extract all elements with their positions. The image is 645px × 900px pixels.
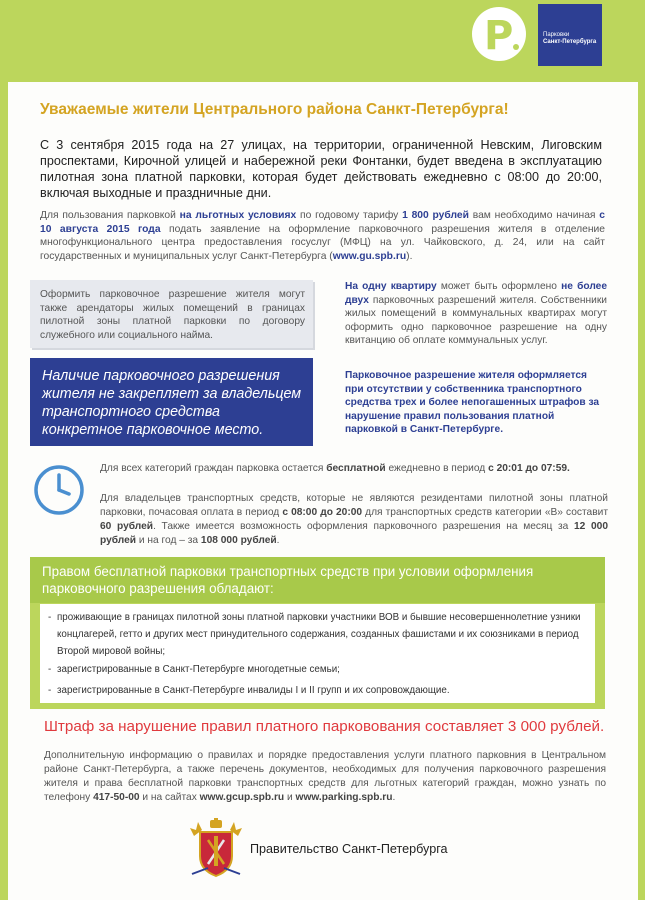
free-text-2: ежедневно в период [385,463,489,474]
parking-p-icon [482,11,522,57]
free-parking-heading-text: Правом бесплатной парковки транспортных средств при условии оформления парковочного разрешения обладают: [42,564,534,596]
parking-spb-link[interactable]: www.parking.spb.ru [295,792,393,803]
list-item-text: зарегистрированные в Санкт-Петербурге многодетные семьи; [57,664,340,675]
highlight-box [30,358,313,446]
page-title: Уважаемые жители Центрального района Санкт-Петербурга! [40,101,509,118]
benefit-text-5: ). [406,250,413,262]
tenants-box [30,280,313,348]
per-apartment-text-2: парковочных разрешений жителя. Собственники жилых помещений в коммунальных квартирах могут оформить одно парковочное разрешение на одну квитанцию об оплате коммунальных услуг. [345,294,607,346]
logo-line1: Парковки [543,32,570,38]
logo-line2: Санкт-Петербурга [543,39,597,45]
benefit-text-2: по годовому тарифу [296,210,403,221]
free-text-1: Для всех категорий граждан парковка остается [100,463,327,474]
logo-box [538,4,602,66]
list-item-text: зарегистрированные в Санкт-Петербурге инвалиды I и II групп и их сопровождающие. [57,685,450,696]
more-info-paragraph [44,749,606,805]
tenants-text: Оформить парковочное разрешение жителя могут также арендаторы жилых помещений в границах пилотной зоны платной парковки по договору служебного или социального найма. [40,289,305,341]
paid-text-5: . [276,535,280,546]
per-apartment-bold-1: На одну квартиру [345,281,437,292]
highlight-text: Наличие парковочного разрешения жителя не закрепляет за владельцем транспортного средства конкретное парковочное место. [42,368,302,438]
list-item [48,682,593,699]
condition-paragraph: Парковочное разрешение жителя оформляется при отсутствии у собственника транспортного средства трех и более непогашенных штрафов за нарушение правил пользования платной парковкой в Санкт-Петербурге. [345,370,600,435]
list-item [48,661,593,678]
free-bold-1: бесплатной [326,463,386,474]
benefit-bold-3: с 10 августа 2015 года [40,210,605,235]
paid-text-1: Для владельцев транспортных средств, которые не являются резидентами пилотной зоны платной парковки, почасовая оплата в период [100,493,608,518]
paid-text-3: . Также имеется возможность оформления парковочного разрешения на месяц за [153,521,574,532]
benefit-text-1: Для пользования парковкой [40,210,180,221]
benefit-bold-1: на льготных условиях [179,210,297,221]
benefit-text-4: подать заявление на оформление парковочного разрешения жителя в отделение многофункционального центра предоставления госуслуг (МФЦ) на ул. Чайковского, д. 24, или на сайт государственных и муниципальных услуг Санкт-Петербурга ( [40,223,605,262]
per-apartment-bold-2: не более двух [345,281,607,306]
free-bold-2: с 20:01 до 07:59. [488,463,570,474]
list-item [48,609,593,660]
gcup-link[interactable]: www.gcup.spb.ru [199,792,285,803]
fine-heading: Штраф за нарушение правил платного парковования составляет 3 000 рублей. [44,718,605,735]
benefit-bold-2: 1 800 рублей [402,210,469,221]
logo-letter: P [484,13,514,57]
coat-of-arms-icon [188,818,244,880]
benefit-paragraph [40,209,605,263]
phone-number[interactable]: 417-50-00 [93,792,140,803]
list-dash: - [48,664,52,675]
per-apartment-paragraph [345,280,607,348]
info-text-3: и [284,792,296,803]
right-border [638,0,645,900]
info-text-2: и на сайтах [139,792,200,803]
free-parking-heading [30,557,605,603]
gu-spb-link[interactable]: www.gu.spb.ru [332,250,407,262]
paid-bold-2: 60 рублей [100,521,154,532]
paid-text-2: для транспортных средств категории «В» составит [362,507,608,518]
government-label: Правительство Санкт-Петербурга [250,842,448,856]
clock-icon [33,464,85,516]
info-text-4: . [392,792,396,803]
intro-paragraph: С 3 сентября 2015 года на 27 улицах, на территории, ограниченной Невским, Лиговским проспектами, Кирочной улицей и набережной реки Фонтанки, будет введена в эксплуатацию пилотная зона платной парковки, которая будет действовать ежедневно с 08:00 до 20:00, включая выходные и праздничные дни. [40,138,602,200]
paid-bold-4: 108 000 рублей [200,535,277,546]
benefit-text-3: вам необходимо начиная [468,210,600,221]
list-dash: - [48,612,52,623]
paid-paragraph [100,492,608,548]
per-apartment-text-1: может быть оформлено [436,281,562,292]
free-parking-list [40,604,595,703]
free-period-line [100,463,610,474]
info-text-1: Дополнительную информацию о правилах и порядке предоставления услуги платного парковния в Центральном районе Санкт-Петербурга, а также перечень документов, необходимых для получения парковочного разрешения жителя и права бесплатной парковки транспортных средств для льготных категорий граждан, можно узнать по телефону [44,750,606,803]
paid-text-4: и на год – за [136,535,201,546]
left-border [0,0,8,900]
list-dash: - [48,685,52,696]
paid-bold-3: 12 000 рублей [100,521,608,546]
paid-bold-1: с 08:00 до 20:00 [282,507,363,518]
list-item-text: проживающие в границах пилотной зоны платной парковки участники ВОВ и бывшие несовершеннолетние узники концлагерей, гетто и других мест принудительного содержания, созданных фашистами и их союзниками в период Второй мировой войны; [57,612,581,657]
logo-dot [513,44,519,50]
free-parking-box [30,557,605,709]
